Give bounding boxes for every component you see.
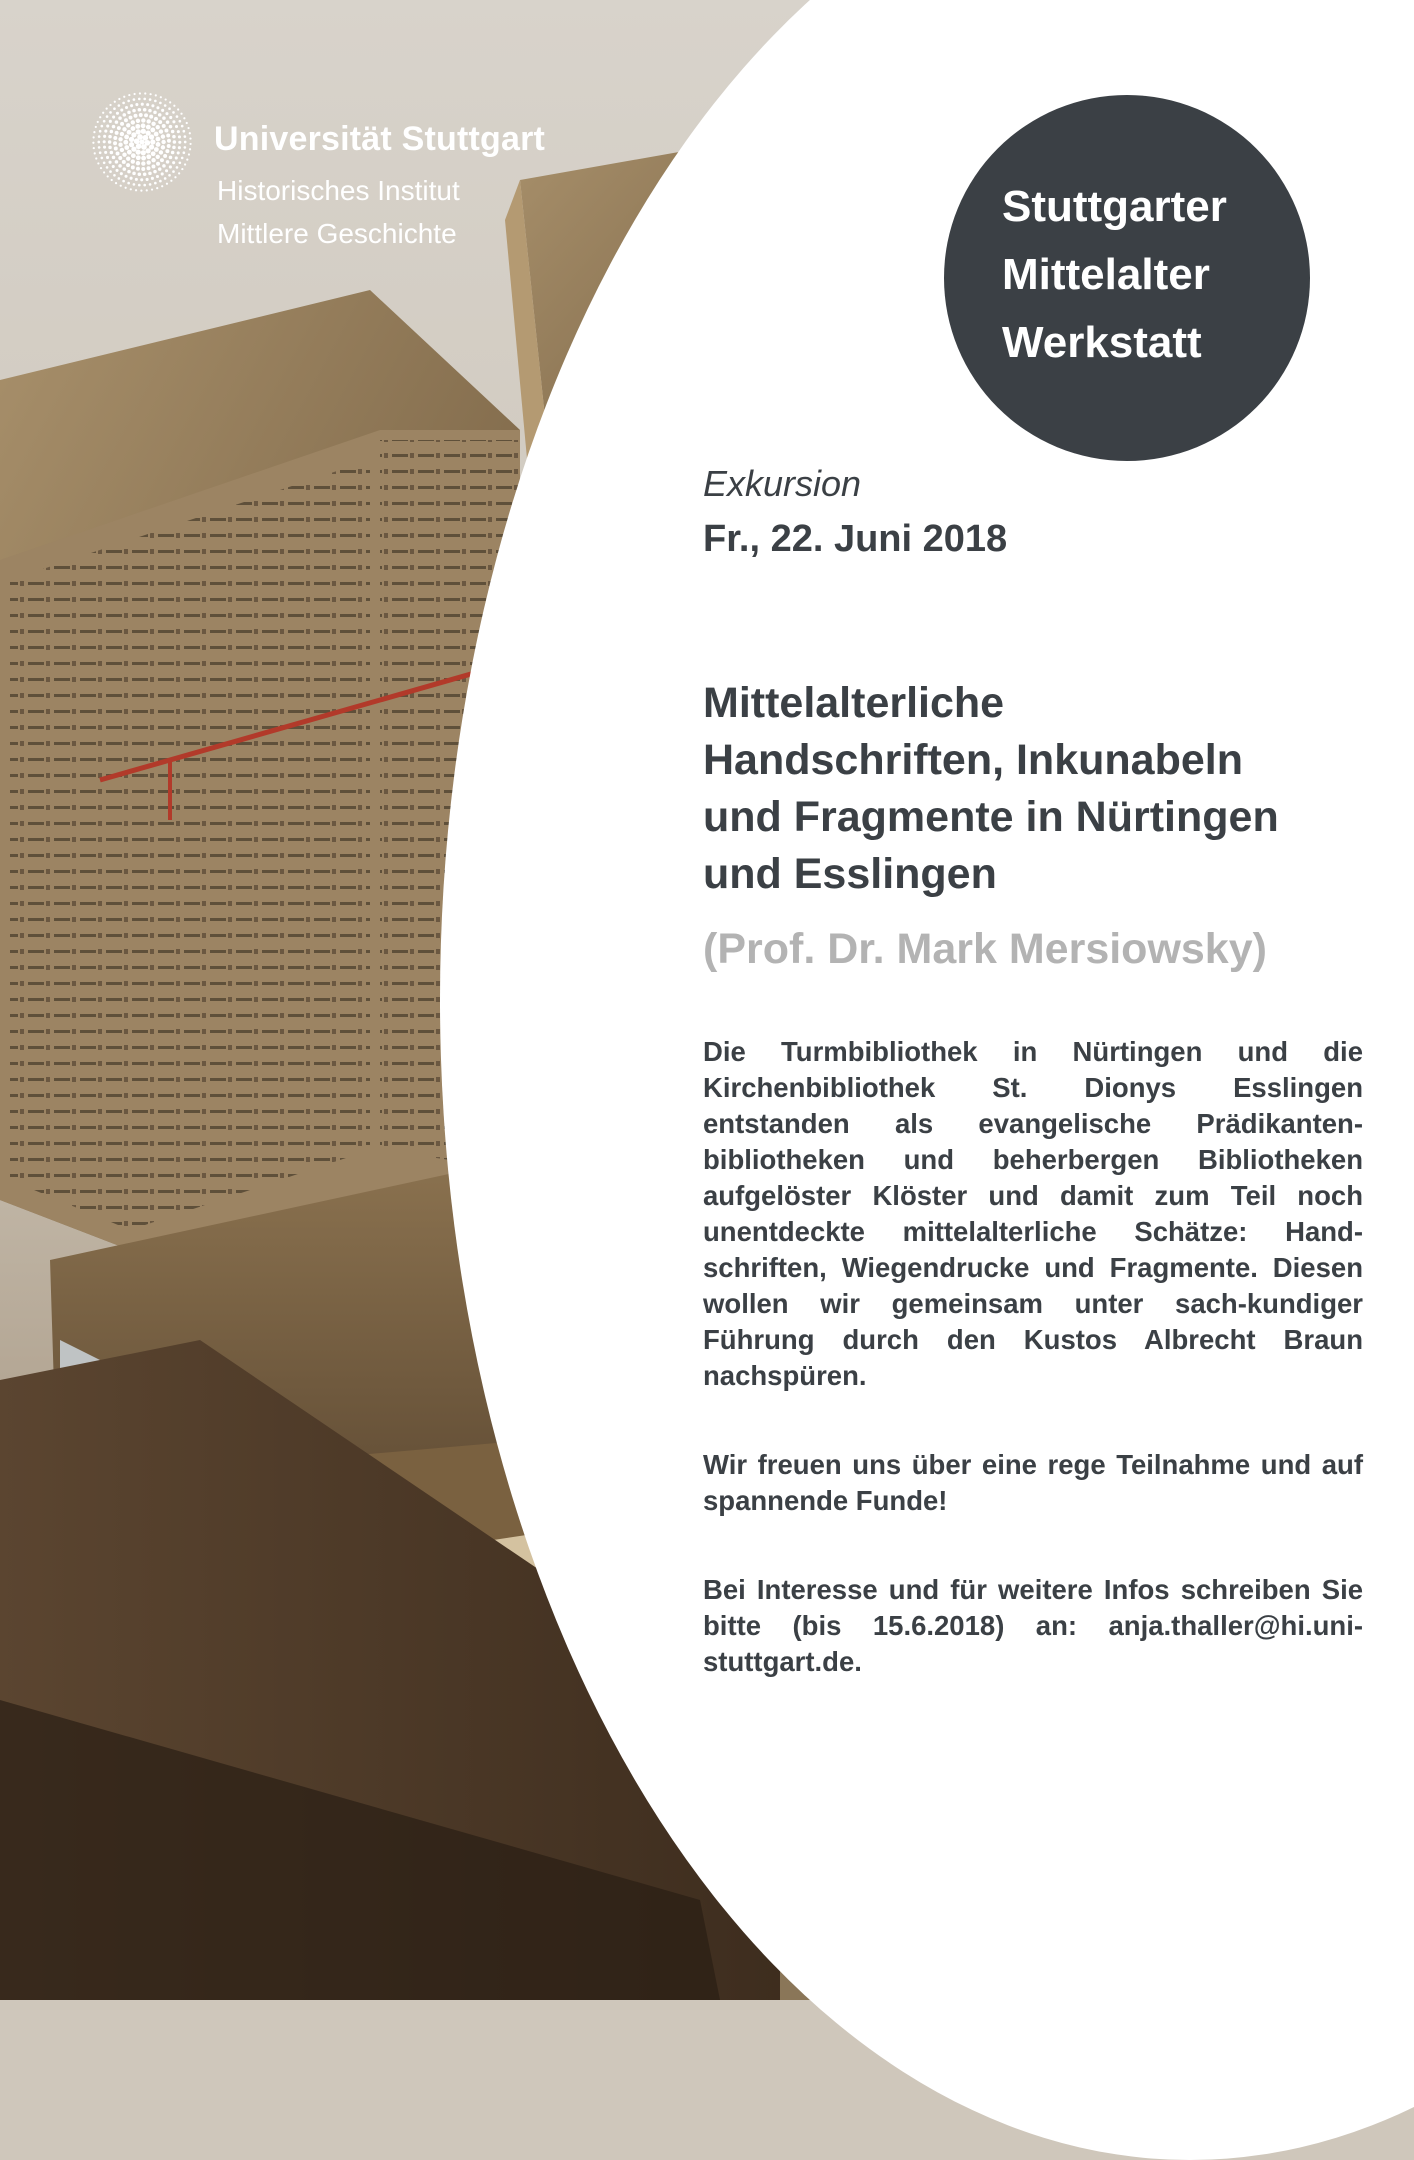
- logo-dot: [176, 166, 179, 169]
- logo-dot: [131, 120, 135, 124]
- logo-dot: [127, 170, 131, 174]
- logo-dot: [138, 173, 142, 177]
- logo-dot: [172, 161, 175, 164]
- logo-dot: [136, 167, 140, 171]
- logo-dot: [166, 183, 168, 185]
- logo-dot: [149, 93, 151, 95]
- event-title: [703, 675, 1363, 903]
- logo-dot: [120, 185, 122, 187]
- logo-dot: [156, 162, 160, 166]
- logo-dot: [129, 137, 134, 142]
- logo-dot: [118, 164, 122, 168]
- logo-dot: [173, 105, 175, 107]
- logo-dot: [141, 144, 147, 150]
- logo-dot: [156, 155, 160, 159]
- logo-dot: [146, 154, 151, 159]
- logo-dot: [103, 120, 106, 123]
- logo-dot: [130, 104, 133, 107]
- logo-dot: [184, 146, 187, 149]
- logo-dot: [126, 123, 130, 127]
- event-type: Exkursion: [703, 463, 862, 504]
- logo-dot: [94, 152, 96, 154]
- logo-dot: [136, 119, 140, 123]
- logo-dot: [146, 189, 148, 191]
- logo-dot: [133, 98, 136, 101]
- university-name: Universität Stuttgart: [214, 120, 546, 158]
- logo-dot: [93, 147, 95, 149]
- logo-dot: [156, 106, 159, 109]
- logo-dot: [146, 178, 149, 181]
- logo-dot: [160, 96, 162, 98]
- logo-dot: [141, 123, 146, 128]
- logo-dot: [124, 145, 129, 150]
- logo-dot: [147, 166, 151, 170]
- logo-dot: [179, 161, 182, 164]
- logo-dot: [118, 143, 122, 147]
- logo-dot: [138, 108, 142, 112]
- logo-dot: [117, 126, 121, 130]
- logo-dot: [160, 158, 164, 162]
- logo-dot: [150, 127, 155, 132]
- logo-dot: [101, 125, 104, 128]
- logo-dot: [172, 135, 176, 139]
- logo-dot: [189, 148, 191, 150]
- event-title-line: Handschriften, Inkunabeln: [703, 736, 1243, 784]
- logo-dot: [97, 121, 99, 123]
- logo-dot: [156, 187, 158, 189]
- logo-dot: [156, 142, 161, 147]
- logo-dot: [128, 94, 130, 96]
- logo-dot: [112, 116, 115, 119]
- logo-dot: [150, 139, 155, 144]
- logo-dot: [131, 126, 136, 131]
- logo-dot: [113, 136, 117, 140]
- logo-dot: [154, 132, 159, 137]
- logo-dot: [167, 139, 171, 143]
- logo-dot: [144, 113, 148, 117]
- logo-dot: [132, 109, 136, 113]
- logo-dot: [135, 103, 138, 106]
- logo-dot: [131, 159, 135, 163]
- logo-dot: [151, 164, 155, 168]
- logo-dot: [122, 160, 126, 164]
- logo-dot: [101, 157, 104, 160]
- logo-dot: [172, 146, 176, 150]
- logo-dot: [158, 113, 162, 117]
- logo-dot: [149, 134, 154, 139]
- logo-dot: [124, 118, 128, 122]
- logo-dot: [178, 146, 181, 149]
- logo-dot: [106, 166, 109, 169]
- logo-dot: [177, 108, 179, 110]
- logo-dot: [109, 104, 111, 106]
- logo-dot: [115, 131, 119, 135]
- logo-dot: [151, 104, 154, 107]
- logo-dot: [170, 180, 172, 182]
- contact-paragraph: Bei Interesse und für weitere Infos schreiben Sie bitte (bis 15.6.2018) an: anja.thaller@hi.uni-stuttgart.de.: [703, 1574, 1363, 1677]
- logo-dot: [99, 116, 101, 118]
- logo-dot: [99, 130, 102, 133]
- logo-dot: [136, 161, 140, 165]
- logo-dot: [120, 132, 124, 136]
- logo-dot: [162, 124, 166, 128]
- logo-dot: [136, 143, 142, 149]
- logo-dot: [127, 182, 130, 185]
- logo-dot: [146, 160, 150, 164]
- logo-dot: [172, 120, 175, 123]
- invitation-paragraph: Wir freuen uns über eine rege Teilnahme und auf spannende Funde!: [703, 1449, 1363, 1516]
- logo-dot: [93, 136, 95, 138]
- logo-dot: [154, 182, 157, 185]
- logo-dot: [169, 101, 171, 103]
- logo-dot: [158, 167, 162, 171]
- logo-dot: [122, 127, 126, 131]
- logo-dot: [180, 113, 182, 115]
- logo-dot: [154, 117, 158, 121]
- logo-dot: [109, 120, 112, 123]
- university-logo-icon: [92, 92, 192, 192]
- logo-dot: [184, 163, 186, 165]
- logo-dot: [131, 147, 136, 152]
- logo-dot: [178, 172, 180, 174]
- logo-dot: [169, 116, 172, 119]
- logo-dot: [141, 103, 144, 106]
- logo-dot: [175, 156, 178, 159]
- logo-dot: [187, 127, 189, 129]
- logo-dot: [151, 122, 155, 126]
- logo-dot: [133, 183, 136, 186]
- logo-dot: [109, 111, 112, 114]
- logo-dot: [154, 100, 157, 103]
- logo-dot: [97, 162, 99, 164]
- logo-dot: [161, 185, 163, 187]
- logo-dot: [133, 93, 135, 95]
- logo-dot: [123, 140, 128, 145]
- logo-dot: [181, 157, 184, 160]
- logo-dot: [103, 140, 106, 143]
- logo-dot: [186, 122, 188, 124]
- logo-dot: [183, 130, 186, 133]
- logo-dot: [132, 172, 136, 176]
- logo-dot: [118, 104, 121, 107]
- logo-dot: [149, 115, 153, 119]
- logo-dot: [183, 117, 185, 119]
- logo-dot: [103, 135, 106, 138]
- logo-dot: [146, 103, 149, 106]
- logo-dot: [183, 151, 186, 154]
- logo-dot: [154, 147, 159, 152]
- logo-dot: [140, 178, 143, 181]
- logo-dot: [143, 173, 147, 177]
- logo-dot: [125, 175, 128, 178]
- logo-dot: [139, 139, 144, 144]
- logo-dot: [108, 135, 112, 139]
- logo-dot: [122, 102, 125, 105]
- logo-dot: [156, 175, 159, 178]
- logo-dot: [184, 141, 187, 144]
- logo-dot: [162, 116, 166, 120]
- logo-dot: [106, 115, 109, 118]
- logo-dot: [153, 111, 157, 115]
- logo-dot: [120, 109, 123, 112]
- logo-dot: [124, 135, 129, 140]
- logo-dot: [104, 130, 107, 133]
- logo-dot: [114, 101, 116, 103]
- logo-dot: [115, 120, 119, 124]
- logo-dot: [116, 151, 120, 155]
- logo-dot: [174, 176, 176, 178]
- logo-dot: [143, 98, 146, 101]
- logo-dot: [102, 112, 104, 114]
- logo-dot: [118, 116, 122, 120]
- logo-dot: [98, 146, 101, 149]
- logo-dot: [122, 180, 125, 183]
- logo-dot: [169, 156, 173, 160]
- logo-dot: [151, 158, 155, 162]
- logo-dot: [146, 125, 151, 130]
- logo-dot: [125, 187, 127, 189]
- logo-dot: [118, 98, 120, 100]
- logo-dot: [163, 154, 167, 158]
- logo-dot: [141, 129, 146, 134]
- logo-dot: [127, 150, 132, 155]
- logo-dot: [140, 189, 142, 191]
- logo-dot: [172, 170, 175, 173]
- logo-dot: [120, 172, 123, 175]
- logo-dot: [167, 144, 171, 148]
- logo-dot: [131, 165, 135, 169]
- logo-dot: [112, 165, 115, 168]
- logo-dot: [189, 143, 191, 145]
- logo-dot: [113, 141, 117, 145]
- logo-dot: [141, 150, 146, 155]
- logo-dot: [173, 140, 177, 144]
- event-title-line: Mittelalterliche: [703, 679, 1005, 727]
- logo-dot: [109, 161, 112, 164]
- logo-dot: [127, 130, 132, 135]
- logo-dot: [161, 145, 165, 149]
- logo-dot: [151, 177, 154, 180]
- logo-dot: [123, 113, 127, 117]
- logo-dot: [164, 129, 168, 133]
- logo-dot: [189, 132, 191, 134]
- logo-dot: [155, 94, 157, 96]
- logo-dot: [143, 184, 146, 187]
- logo-dot: [148, 109, 152, 113]
- logo-dot: [161, 172, 164, 175]
- logo-dot: [171, 151, 175, 155]
- logo-dot: [125, 106, 128, 109]
- logo-dot: [98, 135, 101, 138]
- logo-dot: [188, 153, 190, 155]
- logo-dot: [112, 156, 116, 160]
- logo-dot: [162, 164, 166, 168]
- logo-dot: [148, 172, 152, 176]
- event-title-line: und Fragmente in Nürtingen: [703, 793, 1279, 841]
- logo-dot: [169, 125, 173, 129]
- logo-dot: [166, 134, 170, 138]
- logo-dot: [178, 141, 181, 144]
- logo-dot: [120, 122, 124, 126]
- logo-dot: [146, 119, 150, 123]
- series-badge-line: Mittelalter: [1002, 250, 1210, 299]
- logo-dot: [122, 152, 126, 156]
- logo-dot: [166, 120, 170, 124]
- logo-dot: [126, 163, 130, 167]
- logo-dot: [130, 177, 133, 180]
- logo-dot: [135, 124, 140, 129]
- logo-dot: [151, 151, 156, 156]
- logo-dot: [123, 96, 125, 98]
- logo-dot: [112, 125, 116, 129]
- logo-dot: [135, 178, 138, 181]
- logo-dot: [181, 168, 183, 170]
- logo-dot: [97, 141, 100, 144]
- logo-dot: [118, 177, 121, 180]
- institute-name: Historisches Institut: [217, 175, 460, 206]
- logo-dot: [127, 111, 131, 115]
- logo-dot: [186, 158, 188, 160]
- logo-dot: [159, 150, 163, 154]
- logo-dot: [172, 111, 175, 114]
- logo-dot: [144, 92, 146, 94]
- logo-dot: [136, 149, 141, 154]
- logo-dot: [110, 151, 114, 155]
- logo-dot: [110, 130, 114, 134]
- logo-dot: [139, 113, 143, 117]
- logo-dot: [100, 167, 102, 169]
- logo-dot: [131, 132, 136, 137]
- logo-dot: [103, 146, 106, 149]
- logo-dot: [99, 151, 102, 154]
- event-speaker: (Prof. Dr. Mark Mersiowsky): [703, 925, 1267, 973]
- logo-dot: [120, 148, 124, 152]
- logo-dot: [159, 180, 162, 183]
- event-date: Fr., 22. Juni 2018: [703, 518, 1008, 560]
- logo-dot: [115, 182, 117, 184]
- logo-dot: [118, 156, 122, 160]
- logo-dot: [114, 147, 118, 151]
- series-badge-line: Stuttgarter: [1002, 182, 1227, 231]
- logo-dot: [115, 160, 119, 164]
- logo-dot: [104, 151, 107, 154]
- logo-dot: [107, 175, 109, 177]
- logo-dot: [177, 130, 180, 133]
- logo-dot: [135, 189, 137, 191]
- logo-dot: [136, 129, 141, 134]
- logo-dot: [153, 170, 157, 174]
- logo-dot: [168, 174, 171, 177]
- logo-dot: [92, 142, 94, 144]
- logo-dot: [113, 107, 116, 110]
- logo-dot: [95, 126, 97, 128]
- logo-dot: [118, 137, 122, 141]
- logo-dot: [141, 167, 145, 171]
- logo-dot: [130, 188, 132, 190]
- logo-dot: [108, 146, 112, 150]
- logo-dot: [158, 120, 162, 124]
- logo-dot: [126, 156, 130, 160]
- logo-dot: [103, 171, 105, 173]
- logo-dot: [156, 137, 161, 142]
- logo-dot: [159, 129, 163, 133]
- logo-dot: [161, 140, 165, 144]
- logo-dot: [103, 161, 106, 164]
- logo-dot: [113, 174, 116, 177]
- logo-dot: [165, 112, 168, 115]
- logo-dot: [145, 148, 150, 153]
- logo-dot: [169, 165, 172, 168]
- logo-dot: [106, 125, 109, 128]
- logo-dot: [165, 169, 168, 172]
- logo-dot: [137, 134, 143, 140]
- logo-dot: [161, 109, 164, 112]
- logo-dot: [109, 170, 112, 173]
- logo-dot: [161, 134, 165, 138]
- logo-dot: [111, 179, 113, 181]
- logo-dot: [139, 92, 141, 94]
- logo-dot: [176, 115, 179, 118]
- logo-dot: [123, 167, 127, 171]
- department-name: Mittlere Geschichte: [217, 218, 457, 249]
- logo-dot: [168, 107, 171, 110]
- logo-dot: [156, 125, 160, 129]
- logo-dot: [165, 149, 169, 153]
- logo-dot: [138, 98, 141, 101]
- logo-dot: [165, 98, 167, 100]
- logo-dot: [136, 155, 141, 160]
- logo-dot: [143, 135, 149, 141]
- logo-dot: [106, 156, 109, 159]
- logo-dot: [131, 153, 136, 158]
- logo-dot: [149, 98, 152, 101]
- logo-dot: [93, 131, 95, 133]
- logo-dot: [181, 125, 184, 128]
- logo-dot: [189, 137, 191, 139]
- event-title-line: und Esslingen: [703, 850, 997, 898]
- logo-dot: [141, 156, 146, 161]
- logo-dot: [143, 108, 147, 112]
- logo-dot: [127, 100, 130, 103]
- logo-dot: [166, 160, 170, 164]
- logo-dot: [175, 125, 178, 128]
- logo-dot: [129, 116, 133, 120]
- series-badge-line: Werkstatt: [1002, 318, 1202, 367]
- logo-dot: [116, 112, 119, 115]
- logo-dot: [116, 169, 119, 172]
- logo-dot: [164, 104, 167, 107]
- logo-dot: [141, 161, 145, 165]
- logo-dot: [138, 184, 141, 187]
- logo-dot: [95, 157, 97, 159]
- logo-dot: [134, 114, 138, 118]
- logo-dot: [149, 183, 152, 186]
- description-paragraph: Die Turmbibliothek in Nürtingen und die Kirchenbibliothek St. Dionys Esslingen entstanden als evangelische Prädikanten-bibliotheken und beherbergen Bibliotheken aufgelöster Klöster und damit zum Teil noch unentdeckte mittelalterliche Schätze: Hand-schriften, Wiegendrucke und Fragmente. Diesen wollen wir gemeinsam unter sach-kundiger Führung durch den Kustos Albrecht Braun nachspüren.: [703, 1036, 1363, 1391]
- logo-dot: [141, 118, 145, 122]
- logo-dot: [108, 140, 112, 144]
- logo-dot: [171, 130, 175, 134]
- logo-dot: [129, 142, 134, 147]
- logo-dot: [184, 135, 187, 138]
- logo-dot: [164, 177, 167, 180]
- logo-dot: [106, 108, 108, 110]
- logo-dot: [159, 102, 162, 105]
- logo-dot: [178, 135, 181, 138]
- logo-dot: [177, 151, 180, 154]
- logo-dot: [179, 120, 182, 123]
- logo-dot: [151, 188, 153, 190]
